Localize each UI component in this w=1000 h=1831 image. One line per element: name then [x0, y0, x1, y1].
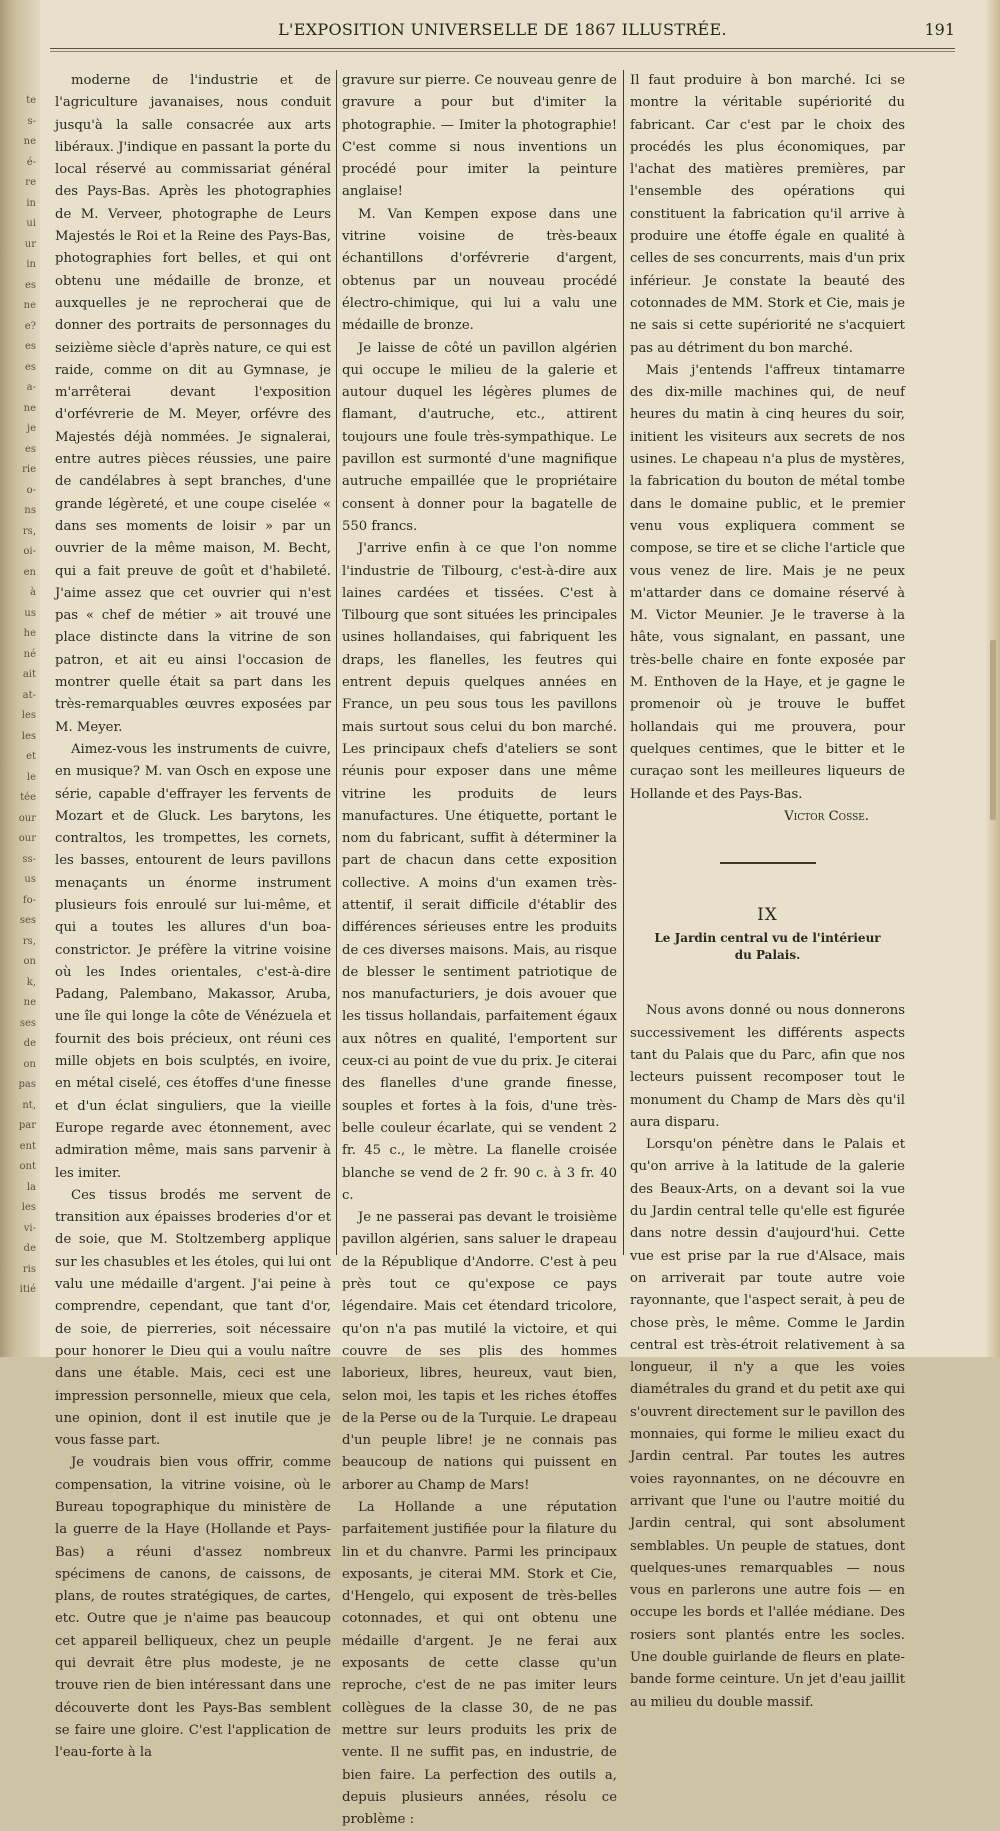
- margin-fragment: us: [24, 874, 36, 885]
- margin-fragment: les: [21, 730, 36, 742]
- margin-fragment: ur: [24, 238, 36, 250]
- margin-fragment: te: [26, 95, 36, 106]
- header-rule-secondary: [50, 51, 955, 52]
- margin-fragment: la: [26, 1181, 36, 1193]
- section-title-line: Le Jardin central vu de l'intérieur: [654, 931, 881, 946]
- margin-fragment: o-: [26, 484, 36, 496]
- section-divider: [720, 862, 816, 864]
- margin-fragment: us: [24, 607, 36, 619]
- margin-fragment: in: [26, 259, 36, 270]
- paragraph: J'arrive enfin à ce que l'on nomme l'industrie de Tilbourg, c'est-à-dire aux laines cardées et tissées. C'est à Tilbourg que sont situées les principales usines hollandaises, qui fabriquent les draps, les flanelles, les feutres qui entrent depuis quelques années en France, un peu sous tous les pavillons mais surtout sous celui du bon marché. Les principaux chefs d'ateliers se sont réunis pour exposer dans une même vitrine les produits de leurs manufactures. Une étiquette, portant le nom du fabricant, suffit à déterminer la part de chacun dans cette exposition collective. A moins d'un examen très-attentif, il serait difficile d'établir des différences sérieuses entre les produits de ces diverses maisons. Mais, au risque de blesser le sentiment patriotique de nos manufacturiers, je dois avouer que les tissus hollandais, parfaitement égaux aux nôtres en qualité, l'emportent sur ceux-ci au point de vue du prix. Je citerai des flanelles d'une grande finesse, souples et fortes à la fois, d'une très-belle couleur écarlate, qui se vendent 2 fr. 45 c., le mètre. La flanelle croisée blanche se vend de 2 fr. 90 c. à 3 fr. 40 c.: [342, 541, 617, 1203]
- margin-fragment: ent: [19, 1140, 36, 1152]
- running-title: L'EXPOSITION UNIVERSELLE DE 1867 ILLUSTRÉE.: [278, 20, 727, 39]
- paragraph: Aimez-vous les instruments de cuivre, en musique? M. van Osch en expose une série, capable d'effrayer les fervents de Mozart et de Gluck. Les barytons, les contraltos, les trompettes, les cornets, les basses, entourent de leurs pavillons menaçants un énorme instrument plusieurs fois enroulé sur lui-même, et qui a toutes les allures d'un boa-constrictor. Je préfère la vitrine voisine où les Indes orientales, c'est-à-dire Padang, Palembano, Makassor, Aruba, une île qui longe la côte de Vénézuela et fournit des bois précieux, ont réuni ces mille objets en bois sculptés, en ivoire, en métal ciselé, ces étoffes d'une finesse et d'un éclat singuliers, que la vieille Europe regarde avec étonnement, avec admiration même, mais sans parvenir à les imiter.: [55, 741, 331, 1181]
- page-header: [50, 18, 955, 46]
- margin-fragment: es: [24, 341, 36, 352]
- margin-fragment: he: [23, 628, 36, 639]
- margin-fragment: rs,: [22, 525, 36, 537]
- paragraph: Lorsqu'on pénètre dans le Palais et qu'on arrive à la latitude de la galerie des Beaux-Arts, on a devant soi la vue du Jardin central telle qu'elle est figurée dans notre dessin d'aujourd'hui. Cette vue est prise par la rue d'Alsace, mais on arriverait par toute autre voie rayonnante, que l'aspect serait, à peu de chose près, le même. Comme le Jardin central est très-étroit relativement à sa longueur, il n'y a que les voies diamétrales du grand et du petit axe qui s'ouvrent directement sur le pavillon des monnaies, qui forme le milieu exact du Jardin central. Par toutes les autres voies rayonnantes, on ne découvre en arrivant que l'une ou l'autre moitié du Jardin central, qui sont absolument semblables. Un peuple de statues, dont quelques-unes remarquables — nous vous en parlerons une autre fois — en occupe les bords et l'allée médiane. Des rosiers sont plantés entre les socles. Une double guirlande de fleurs en plate-bande forme ceinture. Un jet d'eau jaillit au milieu du double massif.: [630, 1137, 905, 1710]
- paragraph: Mais j'entends l'affreux tintamarre des dix-mille machines qui, de neuf heures du matin à cinq heures du soir, initient les visiteurs aux secrets de nos usines. Le chapeau n'a plus de mystères, la fabrication du bouton de métal tombe dans le domaine public, et le premier venu vous expliquera comment se compose, se tire et se cliche l'article que vous venez de lire. Mais je ne peux m'attarder dans ce domaine réservé à M. Victor Meunier. Je le traverse à la hâte, vous signalant, en passant, une très-belle chaire en fonte exposée par M. Enthoven de la Haye, et je gagne le promenoir où je trouve le buffet hollandais qui me prouvera, pour quelques centimes, que le bitter et le curaçao sont les meilleures liqueurs de Hollande et des Pays-Bas.: [630, 362, 905, 802]
- margin-fragment: ait: [22, 669, 36, 680]
- section-title-line: du Palais.: [734, 948, 801, 963]
- margin-fragment: es: [24, 443, 36, 455]
- column-separator: [623, 70, 624, 1255]
- margin-fragment: itié: [19, 1284, 36, 1295]
- margin-fragment: ont: [19, 1161, 36, 1172]
- paragraph: Ces tissus brodés me servent de transition aux épaisses broderies d'or et de soie, que M. Stoltzemberg applique sur les chasubles et les étoles, qui lui ont valu une médaille d'argent. J'ai peine à comprendre, cependant, que tant d'or, de soie, de pierreries, soit nécessaire pour honorer le Dieu qui a voulu naître dans une étable. Mais, ceci est une impression personnelle, mieux que cela, une opinion, dont il est inutile que je vous fasse part.: [55, 1187, 331, 1449]
- margin-fragment: né: [23, 648, 36, 660]
- margin-fragment: par: [18, 1120, 36, 1131]
- text-column-3: [630, 70, 905, 1710]
- margin-fragment: ne: [23, 300, 36, 311]
- header-rule: [50, 48, 955, 49]
- margin-fragment: et: [26, 751, 36, 762]
- margin-fragment: ss-: [22, 853, 36, 865]
- margin-fragment: at-: [22, 689, 36, 701]
- margin-fragment: ui: [26, 218, 36, 229]
- margin-fragment: de: [23, 1038, 36, 1049]
- margin-fragment: les: [21, 710, 36, 721]
- paragraph: La Hollande a une réputation parfaitement justifiée pour la filature du lin et du chanvre. Parmi les principaux exposants, je citerai MM. Stork et Cie, d'Hengelo, qui exposent de très-belles cotonnades, et qui ont obtenu une médaille d'argent. Je ne ferai aux exposants de cette classe qu'un reproche, c'est de ne pas imiter leurs collègues de la classe 30, de ne pas mettre sur leurs produits les prix de vente. Il ne suffit pas, en industrie, de bien faire. La perfection des outils a, depuis plusieurs années, résolu ce problème :: [342, 1500, 617, 1828]
- margin-fragment: ses: [19, 915, 36, 926]
- paragraph: Je ne passerai pas devant le troisième pavillon algérien, sans saluer le drapeau de la République d'Andorre. C'est à peu près tout ce qu'expose ce pays légendaire. Mais cet étendard tricolore, qu'on n'a pas mutilé la victoire, et qui couvre de ses plis des hommes laborieux, libres, heureux, vaut bien, selon moi, les tapis et les riches étoffes de la Perse ou de la Turquie. Le drapeau d'un peuple libre! je ne connais pas beaucoup de nations qui puissent en arborer au Champ de Mars!: [342, 1210, 617, 1493]
- margin-fragment: ses: [19, 1017, 36, 1029]
- section-title: [630, 930, 905, 964]
- margin-fragment: on: [23, 956, 36, 967]
- text-column-1: [55, 70, 331, 1761]
- paragraph: Il faut produire à bon marché. Ici se montre la véritable supériorité du fabricant. Car c'est par le choix des procédés les plus économiques, par l'achat des matières premières, par l'ensemble des opérations qui constituent la fabrication qu'il arrive à produire une étoffe égale en qualité à celles de ses concurrents, mais d'un prix inférieur. Je constate la beauté des cotonnades de MM. Stork et Cie, mais je ne sais si cette supériorité ne s'acquiert pas au détriment du bon marché.: [630, 73, 905, 356]
- margin-fragment: vi-: [23, 1222, 36, 1234]
- margin-fragment: les: [21, 1202, 36, 1213]
- margin-fragment: je: [26, 423, 36, 434]
- margin-fragment: nt,: [22, 1099, 36, 1111]
- margin-fragment: s-: [27, 115, 36, 127]
- margin-fragment: es: [24, 279, 36, 291]
- page-number: 191: [924, 20, 955, 39]
- paragraph: gravure sur pierre. Ce nouveau genre de gravure a pour but d'imiter la photographie. — Imiter la photographie! C'est comme si nous inventions un procédé pour imiter la peinture anglaise!: [342, 73, 617, 200]
- margin-fragment: rs,: [22, 935, 36, 947]
- margin-fragment: our: [18, 833, 36, 844]
- margin-fragment: tée: [20, 792, 36, 803]
- margin-fragment: à: [30, 587, 36, 598]
- margin-fragment: on: [23, 1058, 36, 1070]
- margin-fragment: ris: [22, 1263, 36, 1275]
- margin-fragment: pas: [18, 1079, 36, 1090]
- margin-fragment: é-: [26, 156, 36, 168]
- margin-fragment: ns: [24, 505, 36, 516]
- margin-fragment: rie: [22, 464, 36, 475]
- margin-fragment: a-: [26, 382, 36, 393]
- binding-mark: [990, 640, 996, 820]
- paragraph: Je voudrais bien vous offrir, comme compensation, la vitrine voisine, où le Bureau topographique du ministère de la guerre de la Haye (Hollande et Pays-Bas) a réuni d'assez nombreux spécimens de canons, de caissons, de plans, de routes stratégiques, de cartes, etc. Outre que je n'aime pas beaucoup cet appareil belliqueux, chez un peuple qui devrait être plus modeste, je ne trouve rien de bien intéressant dans une découverte dont les Pays-Bas semblent se faire une gloire. C'est l'application de l'eau-forte à la: [55, 1455, 331, 1761]
- margin-fragment: e?: [24, 320, 36, 332]
- paragraph: moderne de l'industrie et de l'agriculture javanaises, nous conduit jusqu'à la salle consacrée aux arts libéraux. J'indique en passant la porte du local réservé au commissariat général des Pays-Bas. Après les photographies de M. Verveer, photographe de Leurs Majestés le Roi et la Reine des Pays-Bas, photographies fort belles, et qui ont obtenu une médaille de bronze, et auxquelles je ne reprocherai que de donner des portraits de personnages du seizième siècle d'après nature, ce qui est raide, comme on dit au Gymnase, je m'arrêterai devant l'exposition d'orfévrerie de M. Meyer, orfévre des Majestés déjà nommées. Je signalerai, entre autres pièces réussies, une paire de candélabres à sept branches, d'une grande légèreté, et une coupe ciselée « dans ses moments de loisir » par un ouvrier de la même maison, M. Becht, qui a fait preuve de goût et d'habileté. J'aime assez que cet ouvrier qui n'est pas « chef de métier » ait trouvé une place distincte dans la vitrine de son patron, et ait eu ainsi l'occasion de montrer quelle était sa part dans les très-remarquables œuvres exposées par M. Meyer.: [55, 73, 331, 735]
- margin-fragment: in: [26, 197, 36, 209]
- margin-fragment: en: [23, 566, 36, 578]
- margin-fragment: fo-: [22, 894, 36, 906]
- column-separator: [336, 70, 337, 1255]
- margin-fragment: oi-: [23, 546, 36, 557]
- margin-fragment: de: [23, 1243, 36, 1254]
- margin-fragment: es: [24, 361, 36, 373]
- margin-fragment: le: [26, 771, 36, 783]
- margin-fragment: k,: [26, 976, 36, 988]
- margin-fragment: ne: [23, 136, 36, 147]
- margin-fragment: our: [18, 812, 36, 824]
- text-column-2: [342, 70, 617, 1828]
- adjacent-page-edge: [0, 0, 40, 1357]
- margin-fragment: ne: [23, 997, 36, 1008]
- paragraph: M. Van Kempen expose dans une vitrine voisine de très-beaux échantillons d'orfévrerie d'argent, obtenus par un nouveau procédé électro-chimique, qui lui a valu une médaille de bronze.: [342, 206, 617, 334]
- margin-fragment: re: [25, 177, 36, 188]
- author-signature: Victor Cosse.: [784, 808, 869, 824]
- section-number: IX: [757, 905, 778, 926]
- paragraph: Nous avons donné ou nous donnerons successivement les différents aspects tant du Palais que du Parc, afin que nos lecteurs puissent recomposer tout le monument du Champ de Mars dès qu'il aura disparu.: [630, 1003, 905, 1130]
- margin-fragment: ne: [23, 402, 36, 414]
- paragraph: Je laisse de côté un pavillon algérien qui occupe le milieu de la galerie et autour duquel les légères plumes de flamant, d'autruche, etc., attirent toujours une foule très-sympathique. Le pavillon est surmonté d'une magnifique autruche empaillée que le propriétaire consent à donner pour la bagatelle de 550 francs.: [342, 340, 617, 534]
